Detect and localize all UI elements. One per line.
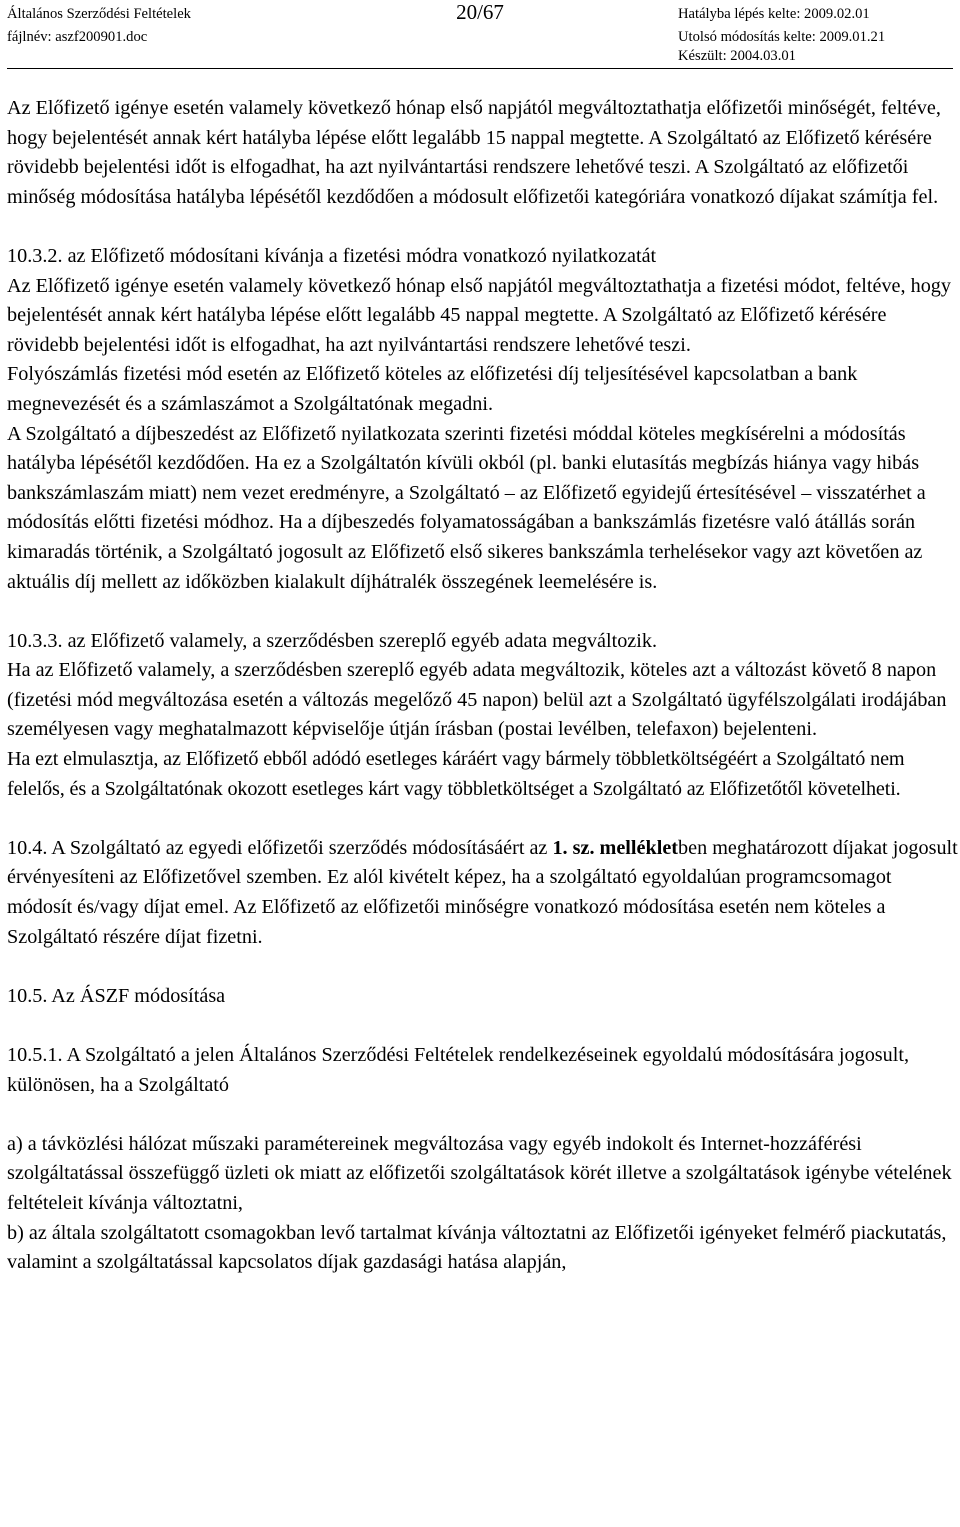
text-run: 10.4. A Szolgáltató az egyedi előfizetői szerződés módosításáért az bbox=[7, 836, 553, 859]
section-heading-10-5: 10.5. Az ÁSZF módosítása bbox=[7, 984, 226, 1007]
page-header bbox=[0, 0, 960, 70]
section-heading-10-3-2: 10.3.2. az Előfizető módosítani kívánja a fizetési módra vonatkozó nyilatkozatát bbox=[7, 244, 657, 267]
page-number: 20/67 bbox=[456, 0, 504, 24]
section-10-4 bbox=[7, 834, 960, 952]
paragraph: Ha az Előfizető valamely, a szerződésben szereplő egyéb adata megváltozik, köteles azt a változást követő 8 napon (fizetési mód megváltozása esetén a változás megelőző 45 napon) belül azt a Szolgáltató ügyfélszolgálati irodájában személyesen vagy meghatalmazott képviselője útján írásban (postai levélben, telefaxon) bejelenteni. bbox=[7, 659, 947, 741]
list-item-b: b) az általa szolgáltatott csomagokban levő tartalmat kívánja változtatni az Előfizetői igényeket felmérő piackutatás, valamint a szolgáltatással kapcsolatos díjak gazdasági hatása alapján, bbox=[7, 1221, 947, 1274]
document-body bbox=[7, 94, 960, 1278]
effective-date: Hatályba lépés kelte: 2009.02.01 bbox=[678, 6, 870, 22]
paragraph: Az Előfizető igénye esetén valamely következő hónap első napjától megváltoztathatja előfizetői minőségét, feltéve, hogy bejelentését annak kért hatályba lépése előtt legalább 15 nappal megtette. A Szolgáltató az Előfizető kérésére rövidebb bejelentési időt is elfogadhat, ha azt nyilvántartási rendszere lehetővé teszi. A Szolgáltató az előfizetői minőség módosítása hatályba lépésétől kezdődően a módosult előfizetői kategóriára vonatkozó díjakat számítja fel. bbox=[7, 97, 941, 208]
header-right bbox=[678, 3, 885, 49]
text-run: ben meghatározott díjakat jogosult érvényesíteni az Előfizetővel szemben. Ez alól kivételt képez, ha a szolgáltató egyoldalúan programcsomagot módosít és/vagy díjat emel. Az Előfizető az előfizetői minőségre vonatkozó módosítása esetén nem köteles a Szolgáltató részére díjat fizetni. bbox=[7, 836, 958, 948]
paragraph: Ha ezt elmulasztja, az Előfizető ebből adódó esetleges káráért vagy bármely többletköltségéért a Szolgáltató nem felelős, és a Szolgáltatónak okozott esetleges kárt vagy többletköltséget a Szolgáltató az Előfizetőtől követelheti. bbox=[7, 748, 905, 800]
paragraph: Folyószámlás fizetési mód esetén az Előfizető köteles az előfizetési díj teljesítésével kapcsolatban a bank megnevezését és a számlaszámot a Szolgáltatónak megadni. bbox=[7, 363, 858, 415]
last-modified-date: Utolsó módosítás kelte: 2009.01.21 bbox=[678, 29, 886, 45]
created-date: Készült: 2004.03.01 bbox=[678, 48, 796, 64]
section-10-5-1: 10.5.1. A Szolgáltató a jelen Általános Szerződési Feltételek rendelkezéseinek egyoldalú módosítására jogosult, különösen, ha a Szolgáltató bbox=[7, 1044, 910, 1096]
section-heading-10-3-3: 10.3.3. az Előfizető valamely, a szerződésben szereplő egyéb adata megváltozik. bbox=[7, 629, 658, 652]
paragraph: Az Előfizető igénye esetén valamely következő hónap első napjától megváltoztathatja a fizetési módot, feltéve, hogy bejelentését annak kért hatályba lépése előtt legalább 45 nappal megtette. A Szolgáltató az Előfizető kérésére rövidebb bejelentési időt is elfogadhat, ha azt nyilvántartási rendszere lehetővé teszi. bbox=[7, 274, 951, 356]
annex-reference: 1. sz. melléklet bbox=[552, 836, 679, 859]
header-divider bbox=[7, 68, 953, 69]
list-item-a: a) a távközlési hálózat műszaki paramétereinek megváltozása vagy egyéb indokolt és Internet-hozzáférési szolgáltatással összefüggő üzleti ok miatt az előfizetői szolgáltatások körét illetve a szolgáltatások igénybe vételének feltételeit kívánja változtatni, bbox=[7, 1132, 952, 1214]
document-title: Általános Szerződési Feltételek bbox=[7, 6, 191, 22]
paragraph: A Szolgáltató a díjbeszedést az Előfizető nyilatkozata szerinti fizetési móddal köteles megkísérelni a módosítás hatályba lépésétől kezdődően. Ha ez a Szolgáltatón kívüli okból (pl. banki elutasítás megbízás hiánya vagy hibás bankszámlaszám miatt) nem vezet eredményre, a Szolgáltató – az Előfizető egyidejű értesítésével – visszatérhet a módosítás előtti fizetési módhoz. Ha a díjbeszedés folyamatosságában a bankszámlás fizetésre való átállás során kimaradás történik, a Szolgáltató jogosult az Előfizető első sikeres bankszámla terhelésekor vagy azt követően az aktuális díj mellett az időközben kialakult díjhátralék összegének leemelésére is. bbox=[7, 422, 926, 593]
file-name: fájlnév: aszf200901.doc bbox=[7, 29, 148, 45]
